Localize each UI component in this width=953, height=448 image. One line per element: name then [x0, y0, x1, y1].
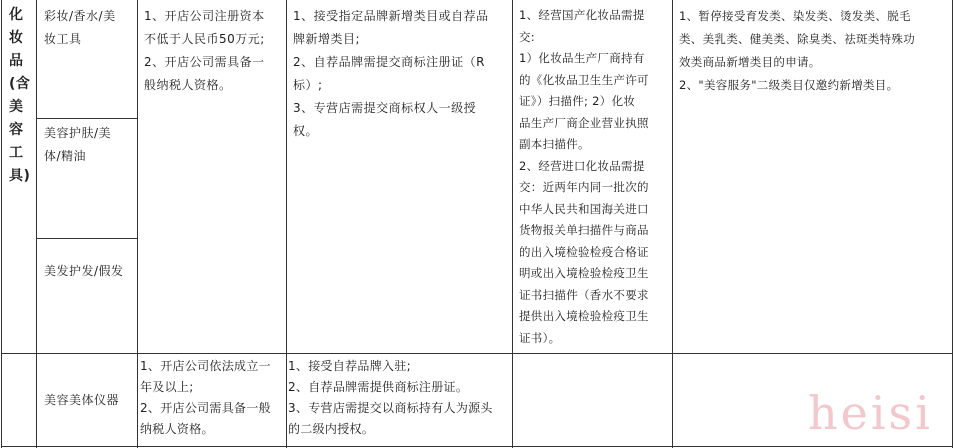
- qualification-line: 货物报关单扫描件与商品: [519, 223, 649, 237]
- requirement-line: 1、开店公司注册资本: [144, 9, 265, 23]
- note-line: 效类商品新增类目的申请。: [679, 55, 821, 69]
- requirement-line: 年及以上;: [140, 380, 194, 394]
- requirement-line: 2、开店公司需具备一: [144, 55, 265, 69]
- qualification-line: 交：近两年内同一批次的: [519, 180, 649, 194]
- qualification-line: 提供出入境检验检疫卫生: [519, 309, 649, 323]
- qualification-line: 交:: [519, 29, 535, 44]
- qualification-line: 2、经营进口化妆品需提: [519, 158, 645, 173]
- qualification-line: 证书）。: [519, 330, 561, 345]
- qualification-line: 证》）扫描件; 2）化妆: [519, 94, 636, 108]
- qualification-line: 1、经营国产化妆品需提: [519, 8, 645, 22]
- requirement-line: 3、专营店需提交以商标持有人为源头: [288, 401, 493, 415]
- category-char: 妆: [9, 30, 24, 46]
- category-char: 品: [9, 53, 24, 69]
- requirement-line: 不低于人民币50万元;: [144, 32, 265, 46]
- qualification-line: 的出入境检验检疫合格证: [519, 244, 649, 259]
- category-char: 化: [9, 7, 24, 23]
- qualification-line: 副本扫描件。: [519, 137, 590, 151]
- category-char: 美: [9, 99, 24, 115]
- category-char: (含: [9, 76, 31, 92]
- requirement-line: 纳税人资格。: [140, 422, 214, 436]
- requirement-line: 的二级内授权。: [288, 422, 375, 436]
- subcategory-line: 美容美体仪器: [44, 393, 120, 407]
- subcategory-line: 妆工具: [44, 32, 82, 46]
- category-char: 具): [9, 168, 31, 184]
- category-label: [9, 4, 33, 188]
- company-requirements: [144, 5, 284, 97]
- requirement-line: 2、自荐品牌需提交商标注册证（R: [293, 55, 485, 69]
- subcategory-cosmetics: [44, 5, 134, 51]
- company-requirements-row2: [140, 356, 285, 440]
- requirement-line: 3、专营店需提交商标权人一级授: [293, 101, 477, 115]
- qualification-line: 品生产厂商企业营业执照: [519, 115, 649, 130]
- subcategory-haircare: [44, 260, 134, 283]
- requirement-line: 1、开店公司依法成立一: [140, 359, 271, 373]
- note-line: 2、"美容服务"二级类目仅邀约新增类目。: [679, 78, 899, 92]
- subcategory-line: 彩妆/香水/美: [44, 9, 116, 23]
- category-char: 容: [9, 122, 24, 138]
- subcategory-skincare: [44, 122, 134, 168]
- brand-requirements: [293, 5, 509, 143]
- watermark: heisi: [808, 386, 933, 440]
- qualification-documents: [519, 5, 671, 349]
- requirement-line: 1、接受指定品牌新增类目或自荐品: [293, 9, 489, 23]
- brand-requirements-row2: [288, 356, 510, 440]
- note-line: 类、美乳类、健美类、除臭类、祛斑类特殊功: [679, 32, 915, 46]
- requirement-line: 2、开店公司需具备一般: [140, 401, 271, 415]
- requirement-line: 权。: [293, 124, 319, 138]
- subcategory-beauty-device: [44, 389, 136, 412]
- requirement-line: 般纳税人资格。: [144, 78, 232, 92]
- special-notes: [679, 5, 951, 97]
- qualification-line: 中华人民共和国海关进口: [519, 201, 649, 216]
- qualification-line: 1）化妆品生产厂商持有: [519, 51, 645, 65]
- category-char: 工: [9, 145, 24, 161]
- qualification-line: 证书扫描件（香水不要求: [519, 287, 649, 302]
- requirement-line: 2、自荐品牌需提供商标注册证。: [288, 380, 469, 394]
- requirement-line: 牌新增类目;: [293, 32, 361, 46]
- subcategory-line: 美容护肤/美: [44, 126, 112, 140]
- qualification-line: 明或出入境检验检疫卫生: [519, 266, 649, 280]
- subcategory-line: 体/精油: [44, 149, 87, 163]
- subcategory-line: 美发护发/假发: [44, 264, 124, 278]
- requirement-line: 1、接受自荐品牌入驻;: [288, 359, 411, 373]
- note-line: 1、暂停接受育发类、染发类、烫发类、脱毛: [679, 9, 911, 23]
- requirement-line: 标）;: [293, 78, 323, 92]
- qualification-line: 的《化妆品卫生生产许可: [519, 72, 649, 87]
